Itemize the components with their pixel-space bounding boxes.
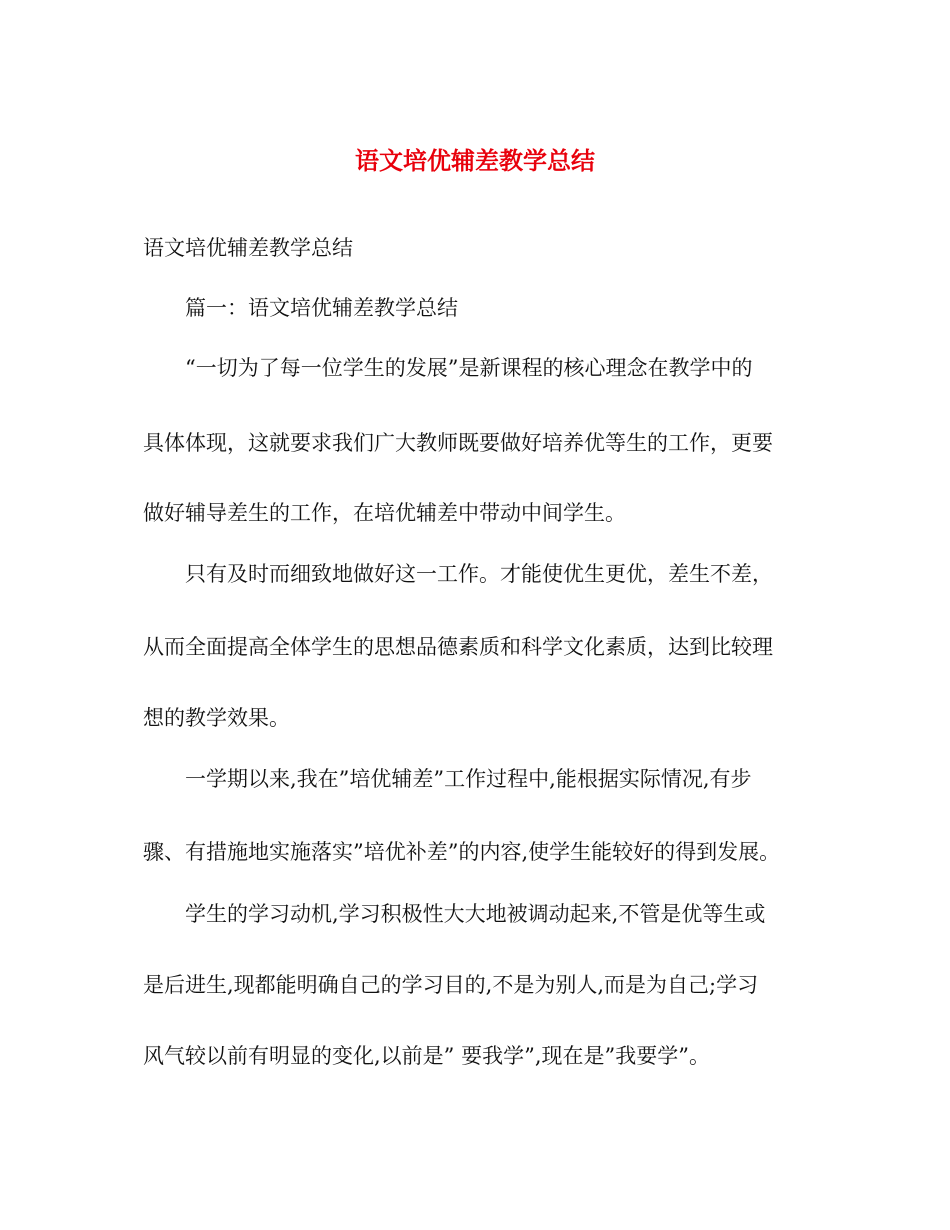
paragraph-line: 具体体现，这就要求我们广大教师既要做好培养优等生的工作，更要 bbox=[143, 431, 773, 455]
paragraph-line: 从而全面提高全体学生的思想品德素质和科学文化素质，达到比较理 bbox=[143, 635, 773, 659]
paragraph-line: 骤、有措施地实施落实”培优补差”的内容,使学生能较好的得到发展。 bbox=[143, 840, 781, 864]
paragraph-line: 想的教学效果。 bbox=[143, 706, 290, 730]
paragraph-line: 是后进生,现都能明确自己的学习目的,不是为别人,而是为自己;学习 bbox=[143, 973, 759, 997]
document-subtitle-line: 语文培优辅差教学总结 bbox=[143, 236, 353, 260]
paragraph-line: “一切为了每一位学生的发展”是新课程的核心理念在教学中的 bbox=[185, 356, 753, 380]
document-title: 语文培优辅差教学总结 bbox=[355, 146, 595, 175]
section-heading-line: 篇一：语文培优辅差教学总结 bbox=[185, 296, 458, 320]
paragraph-line: 风气较以前有明显的变化,以前是” 要我学”,现在是”我要学”。 bbox=[143, 1044, 710, 1068]
paragraph-line: 学生的学习动机,学习积极性大大地被调动起来,不管是优等生或 bbox=[185, 902, 766, 926]
paragraph-line: 做好辅导差生的工作，在培优辅差中带动中间学生。 bbox=[143, 501, 626, 525]
paragraph-line: 只有及时而细致地做好这一工作。才能使优生更优，差生不差， bbox=[185, 562, 773, 586]
paragraph-line: 一学期以来,我在”培优辅差”工作过程中,能根据实际情况,有步 bbox=[185, 767, 752, 791]
